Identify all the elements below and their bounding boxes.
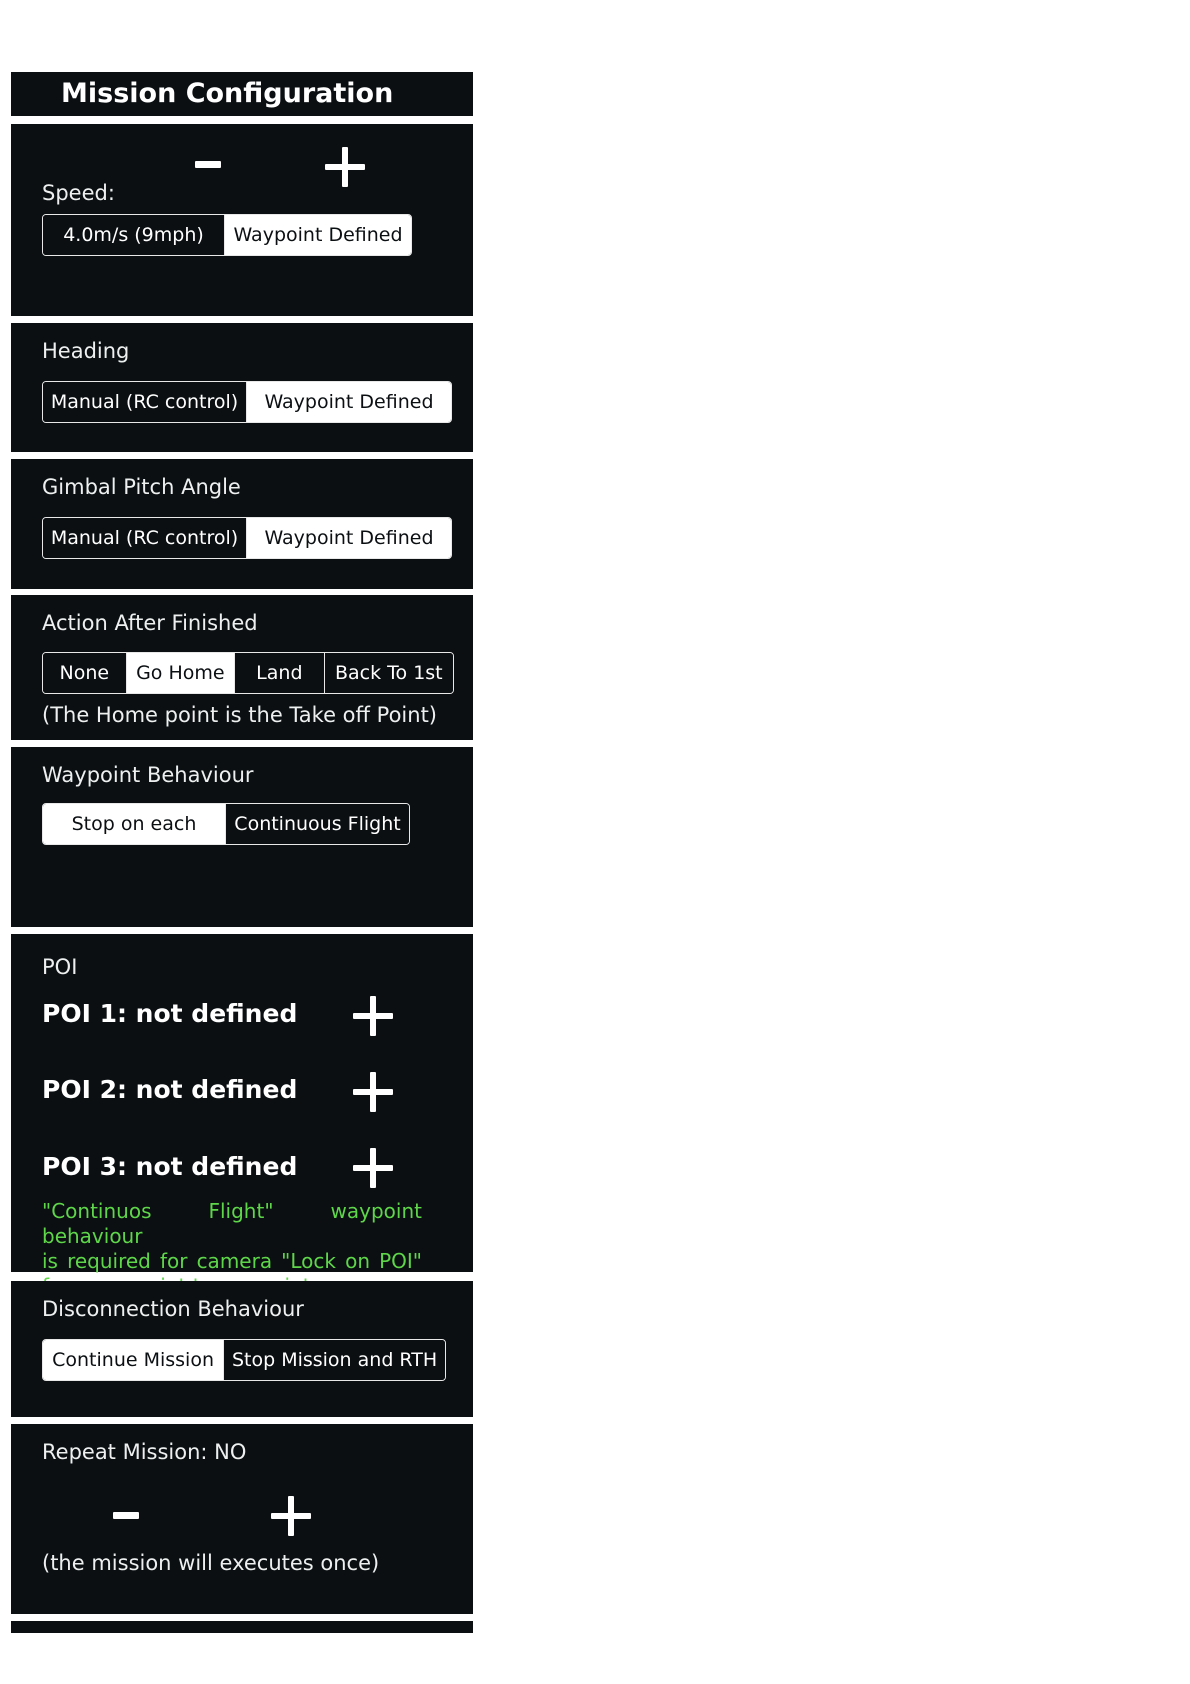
title-bar xyxy=(11,72,473,116)
disconnection-panel xyxy=(11,1281,473,1417)
gimbal-label: Gimbal Pitch Angle xyxy=(42,475,241,499)
action-after-label: Action After Finished xyxy=(42,611,258,635)
heading-option-manual[interactable]: Manual (RC control) xyxy=(43,382,246,422)
disconnection-option-stop-rth[interactable]: Stop Mission and RTH xyxy=(223,1340,445,1380)
waypoint-option-stop-on-each[interactable]: Stop on each xyxy=(43,804,225,844)
poi-note-line: "Continuos Flight" waypoint behaviour xyxy=(42,1199,422,1248)
poi-note-line: is required for camera "Lock on POI" xyxy=(42,1249,422,1273)
action-option-go-home[interactable]: Go Home xyxy=(126,653,234,693)
speed-increase-button[interactable] xyxy=(325,147,365,187)
waypoint-option-continuous-flight[interactable]: Continuous Flight xyxy=(225,804,409,844)
waypoint-behaviour-segmented-control xyxy=(42,803,410,845)
gimbal-option-manual[interactable]: Manual (RC control) xyxy=(43,518,246,558)
repeat-increase-button[interactable] xyxy=(271,1496,311,1536)
home-point-note: (The Home point is the Take off Point) xyxy=(42,703,437,727)
poi-3-label: POI 3: not defined xyxy=(42,1152,298,1181)
disconnection-segmented-control xyxy=(42,1339,446,1381)
speed-option-value[interactable]: 4.0m/s (9mph) xyxy=(43,215,224,255)
poi-panel xyxy=(11,934,473,1272)
page-title: Mission Configuration xyxy=(61,78,394,109)
action-after-panel xyxy=(11,595,473,740)
gimbal-option-waypoint-defined[interactable]: Waypoint Defined xyxy=(246,518,451,558)
heading-segmented-control xyxy=(42,381,452,423)
poi-3-add-button[interactable] xyxy=(353,1148,393,1188)
poi-1-add-button[interactable] xyxy=(353,996,393,1036)
action-option-none[interactable]: None xyxy=(43,653,126,693)
action-after-segmented-control xyxy=(42,652,454,694)
heading-option-waypoint-defined[interactable]: Waypoint Defined xyxy=(246,382,451,422)
speed-panel xyxy=(11,124,473,316)
disconnection-label: Disconnection Behaviour xyxy=(42,1297,304,1321)
heading-label: Heading xyxy=(42,339,130,363)
action-option-land[interactable]: Land xyxy=(234,653,324,693)
waypoint-behaviour-label: Waypoint Behaviour xyxy=(42,763,254,787)
poi-1-label: POI 1: not defined xyxy=(42,999,298,1028)
poi-2-add-button[interactable] xyxy=(353,1072,393,1112)
repeat-decrease-button[interactable] xyxy=(113,1512,139,1519)
waypoint-behaviour-panel xyxy=(11,747,473,927)
repeat-mission-panel xyxy=(11,1424,473,1614)
poi-2-label: POI 2: not defined xyxy=(42,1075,298,1104)
speed-option-waypoint-defined[interactable]: Waypoint Defined xyxy=(224,215,411,255)
next-panel-edge xyxy=(11,1621,473,1633)
repeat-mission-note: (the mission will executes once) xyxy=(42,1551,380,1575)
heading-panel xyxy=(11,323,473,452)
action-option-back-to-1st[interactable]: Back To 1st xyxy=(324,653,453,693)
repeat-mission-label: Repeat Mission: NO xyxy=(42,1440,247,1464)
speed-segmented-control xyxy=(42,214,412,256)
poi-label: POI xyxy=(42,955,78,979)
disconnection-option-continue[interactable]: Continue Mission xyxy=(43,1340,223,1380)
gimbal-segmented-control xyxy=(42,517,452,559)
speed-decrease-button[interactable] xyxy=(195,161,221,168)
gimbal-panel xyxy=(11,459,473,589)
speed-label: Speed: xyxy=(42,181,115,205)
